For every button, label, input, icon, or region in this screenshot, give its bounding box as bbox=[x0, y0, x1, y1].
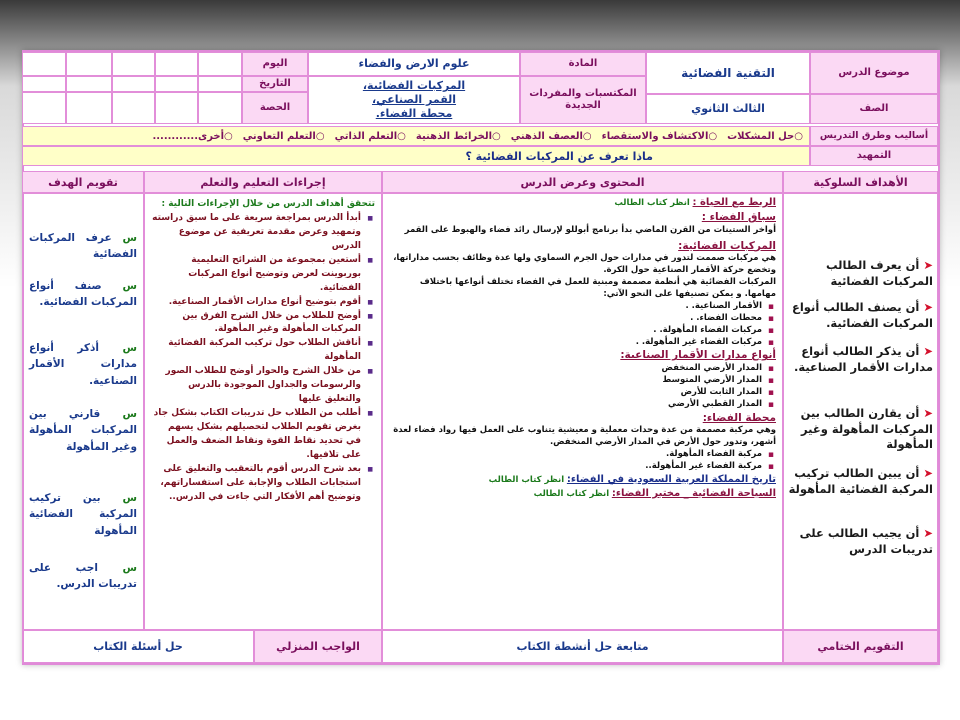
procedure-item: ■ أستعين بمجموعة من الشرائح التعليمية بوربوينت لعرض وتوضيح أنواع المركبات الفضائية. bbox=[151, 254, 375, 296]
arrow-icon: ➤ bbox=[923, 466, 933, 480]
station-title: محطة الفضاء: bbox=[702, 411, 776, 424]
intro-question: ماذا تعرف عن المركبات الفضائية ؟ bbox=[22, 146, 810, 166]
station-type: ▪ مركبة الفضاء غير المأهولة.. bbox=[388, 461, 776, 473]
date-label: التاريخ bbox=[242, 76, 308, 92]
homework-label: الواجب المنزلي bbox=[254, 630, 382, 663]
concepts-label: المكتسبات والمفردات الجديدة bbox=[520, 76, 646, 124]
see-book-link[interactable]: انظر كتاب الطالب bbox=[614, 198, 690, 208]
procedures-body bbox=[151, 198, 375, 505]
vehicle-type: ▪ محطات الفضاء. . bbox=[388, 313, 776, 325]
methods-list bbox=[22, 126, 810, 146]
arrow-icon: ➤ bbox=[923, 406, 933, 420]
date-cell-5 bbox=[22, 76, 66, 92]
arrow-icon: ➤ bbox=[923, 258, 933, 272]
period-cell-3 bbox=[112, 92, 155, 124]
procedure-item: ■ بعد شرح الدرس أقوم بالتعقيب والتعليق على استجابات الطلاب والإجابة على استفساراتهم، وتوضيح أهم الأفكار التي جاءت في الدرس.. bbox=[151, 463, 375, 505]
vehicles-text-1: هي مركبات صممت لتدور في مدارات حول الجرم السماوي ولها عدة وظائف بحسب مداراتها، وتخضع حركة الأقمار الصناعية حول الكرة. bbox=[393, 253, 776, 276]
objective-4: ➤أن يقارن الطالب بين المركبات المأهولة وغير المأهولة bbox=[800, 406, 933, 452]
col-content: المحتوى وعرض الدرس bbox=[382, 171, 783, 193]
content-body bbox=[388, 196, 776, 501]
grade-value: الثالث الثانوي bbox=[646, 94, 810, 124]
concepts-value bbox=[308, 76, 520, 124]
procedure-item: ■ أقوم بتوضيح أنواع مدارات الأقمار الصناعية. bbox=[151, 296, 375, 310]
vehicle-type: ▪ مركبات الفضاء غير المأهولة. . bbox=[388, 337, 776, 349]
col-objectives: الأهداف السلوكية bbox=[783, 171, 938, 193]
date-cell-3 bbox=[112, 76, 155, 92]
race-text: أواخر الستينات من القرن الماضي بدأ برنامج أبوللو لإرسال رائد فضاء والهبوط على القمر bbox=[404, 224, 776, 235]
period-cell-1 bbox=[198, 92, 242, 124]
method-item[interactable]: ○التعلم التعاوني bbox=[242, 130, 325, 142]
day-cell-5 bbox=[22, 52, 66, 76]
date-cell-2 bbox=[155, 76, 198, 92]
objective-6: ➤أن يجيب الطالب على تدريبات الدرس bbox=[799, 526, 933, 556]
concept-1: المركبات الفضائية، bbox=[362, 79, 466, 93]
saudi-history: تاريخ المملكة العربية السعودية في الفضاء: انظر كتاب الطالب bbox=[488, 473, 776, 485]
method-item[interactable]: ○الخرائط الذهنية bbox=[415, 130, 501, 142]
content-column bbox=[382, 193, 783, 630]
evaluation-column bbox=[22, 193, 144, 630]
eval-6: س اجب على تدريبات الدرس. bbox=[29, 562, 137, 591]
period-label: الحصة bbox=[242, 92, 308, 124]
arrow-icon: ➤ bbox=[923, 344, 933, 358]
orbit-item: ▪ المدار الثابت للأرض bbox=[388, 387, 776, 399]
orbit-item: ▪ المدار الأرضي المتوسط bbox=[388, 375, 776, 387]
concept-3: محطة الفضاء. bbox=[375, 106, 453, 120]
period-cell-4 bbox=[66, 92, 112, 124]
concept-2: القمر الصناعي، bbox=[371, 93, 457, 107]
day-cell-3 bbox=[112, 52, 155, 76]
day-label: اليوم bbox=[242, 52, 308, 76]
objective-3: ➤أن يذكر الطالب أنواع مدارات الأقمار الصناعية. bbox=[793, 344, 933, 374]
date-cell-1 bbox=[198, 76, 242, 92]
life-link: الربط مع الحياة : انظر كتاب الطالب bbox=[614, 197, 776, 208]
col-procedures: إجراءات التعليم والتعلم bbox=[144, 171, 382, 193]
method-item[interactable]: ○التعلم الذاتي bbox=[334, 130, 406, 142]
methods-label: أساليب وطرق التدريس bbox=[810, 126, 938, 146]
arrow-icon: ➤ bbox=[923, 300, 933, 314]
orbit-item: ▪ المدار الأرضي المنخفض bbox=[388, 363, 776, 375]
station-text: وهي مركبة مصممة من عدة وحدات معملية و معيشية يتناوب على العمل فيها رواد فضاء لعدة أشهر، وتدور حول الأرض في المدار الأرضي المنخفض. bbox=[393, 425, 776, 448]
objective-1: ➤أن يعرف الطالب المركبات الفضائية bbox=[826, 258, 933, 288]
period-cell-5 bbox=[22, 92, 66, 124]
method-item[interactable]: ○الاكتشاف والاستقصاء bbox=[601, 130, 718, 142]
objectives-column bbox=[783, 193, 938, 630]
period-cell-2 bbox=[155, 92, 198, 124]
homework-value: حل أسئلة الكتاب bbox=[22, 630, 254, 663]
eval-2: س صنف أنواع المركبات الفضائية. bbox=[29, 280, 137, 309]
eval-4: س قارني بين المركبات المأهولة وغير المأهولة bbox=[29, 408, 138, 453]
day-cell-1 bbox=[198, 52, 242, 76]
topic-label: موضوع الدرس bbox=[810, 52, 938, 94]
method-item[interactable]: ○حل المشكلات bbox=[727, 130, 803, 142]
grade-label: الصف bbox=[810, 94, 938, 124]
day-cell-4 bbox=[66, 52, 112, 76]
procedure-item: ■ أطلب من الطلاب حل تدريبات الكتاب بشكل جاد بغرض تقويم الطلاب لتحصيلهم بشكل يسهم في تحديد نقاط القوة ونقاط الضعف والعمل على تلافيها. bbox=[151, 407, 375, 463]
station-type: ▪ مركبة الفضاء المأهولة. bbox=[388, 449, 776, 461]
eval-1: س عرف المركبات الفضائية bbox=[29, 232, 137, 261]
see-book-link[interactable]: انظر كتاب الطالب bbox=[533, 488, 610, 499]
day-cell-2 bbox=[155, 52, 198, 76]
orbits-title: أنواع مدارات الأقمار الصناعية: bbox=[620, 349, 776, 362]
orbit-item: ▪ المدار القطبي الأرضي bbox=[388, 399, 776, 411]
vehicles-text-2: المركبات الفضائية هي أنظمة مصممة ومبنية للعمل في الفضاء تختلف أنواعها باختلاف مهامها. و يمكن تصنيفها على النحو الآتي: bbox=[419, 277, 776, 299]
subject-value: علوم الارض والفضاء bbox=[308, 52, 520, 76]
lesson-plan-sheet bbox=[22, 50, 940, 665]
procedure-item: ■ أوضح للطلاب من خلال الشرح الفرق بين المركبات المأهولة وغير المأهولة. bbox=[151, 310, 375, 338]
objective-2: ➤أن يصنف الطالب أنواع المركبات الفضائية. bbox=[792, 300, 933, 330]
eval-3: س أذكر أنواع مدارات الأقمار الصناعية. bbox=[29, 342, 137, 387]
intro-label: التمهيد bbox=[810, 146, 938, 166]
vehicle-type: ▪ الأقمار الصناعية. . bbox=[388, 301, 776, 313]
topic-value: التقنية الفضائية bbox=[646, 52, 810, 94]
procedure-item: ■ أناقش الطلاب حول تركيب المركبة الفضائية المأهولة bbox=[151, 337, 375, 365]
method-item[interactable]: ○العصف الذهني bbox=[510, 130, 592, 142]
method-item[interactable]: ○أخرى............ bbox=[152, 130, 233, 142]
space-tourism: السياحة الفضائية _ مختبر الفضاء: انظر كتاب الطالب bbox=[533, 487, 776, 499]
subject-label: المادة bbox=[520, 52, 646, 76]
arrow-icon: ➤ bbox=[923, 526, 933, 540]
procedure-item: ■ من خلال الشرح والحوار أوضح للطلاب الصور والرسومات والجداول الموجودة بالدرس والتعليق عليها bbox=[151, 365, 375, 407]
race-title: سباق الفضاء : bbox=[701, 211, 776, 223]
final-eval-label: التقويم الختامي bbox=[783, 630, 938, 663]
procedures-column bbox=[144, 193, 382, 630]
vehicles-title: المركبات الفضائية: bbox=[678, 239, 776, 252]
see-book-link[interactable]: انظر كتاب الطالب bbox=[488, 474, 565, 485]
vehicle-type: ▪ مركبات الفضاء المأهولة. . bbox=[388, 325, 776, 337]
date-cell-4 bbox=[66, 76, 112, 92]
final-eval-value: متابعة حل أنشطة الكتاب bbox=[382, 630, 783, 663]
procedure-item: ■ أبدأ الدرس بمراجعة سريعة على ما سبق دراسته وتمهيد وعرض مقدمة تعريفية عن موضوع الدرس bbox=[151, 212, 375, 254]
procedures-intro: تتحقق أهداف الدرس من خلال الإجراءات التالية : bbox=[161, 199, 375, 209]
eval-5: س بين تركيب المركبة الفضائية المأهولة bbox=[29, 492, 137, 537]
col-evaluation: تقويم الهدف bbox=[22, 171, 144, 193]
objective-5: ➤أن يبين الطالب تركيب المركبة الفضائية المأهولة bbox=[788, 466, 933, 496]
